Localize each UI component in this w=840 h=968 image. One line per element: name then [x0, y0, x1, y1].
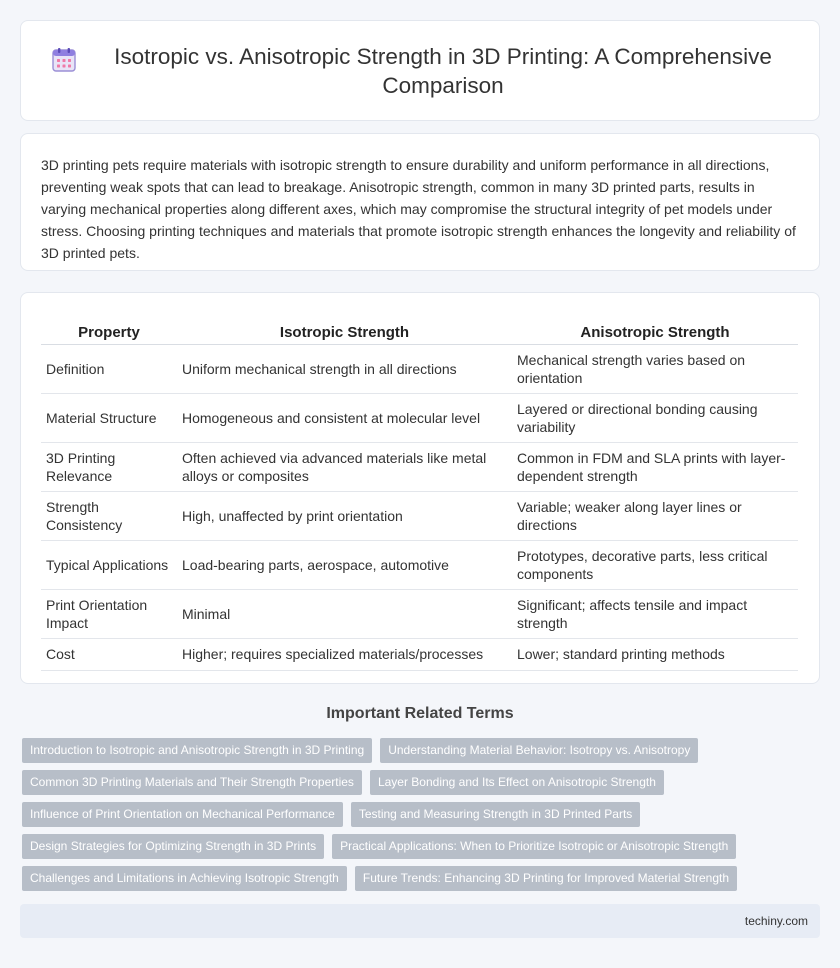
- table-cell-isotropic: Load-bearing parts, aerospace, automotive: [177, 540, 512, 589]
- intro-paragraph: 3D printing pets require materials with isotropic strength to ensure durability and uniform performance in all directions, preventing weak spots that can lead to breakage. Anisotropic strength, common in many 3D printed parts, results in varying mechanical properties along different axes, which may compromise the structural integrity of pet models under stress. Choosing printing techniques and materials that promote isotropic strength enhances the longevity and reliability of 3D printed pets.: [41, 157, 796, 261]
- table-cell-isotropic: Higher; requires specialized materials/processes: [177, 638, 512, 670]
- page-title: Isotropic vs. Anisotropic Strength in 3D Printing: A Comprehensive Comparison: [114, 43, 772, 98]
- table-cell-anisotropic: Mechanical strength varies based on orientation: [512, 344, 798, 393]
- comparison-table: [41, 313, 798, 671]
- table-cell-anisotropic: Variable; weaker along layer lines or directions: [512, 491, 798, 540]
- table-cell-anisotropic: Lower; standard printing methods: [512, 638, 798, 670]
- footer: [20, 904, 820, 938]
- table-cell-anisotropic: Prototypes, decorative parts, less critical components: [512, 540, 798, 589]
- related-term-link[interactable]: Design Strategies for Optimizing Strength in 3D Prints: [22, 834, 324, 859]
- table-cell-property: Typical Applications: [41, 540, 177, 589]
- table-cell-property: Cost: [41, 638, 177, 670]
- table-cell-anisotropic: Common in FDM and SLA prints with layer-dependent strength: [512, 442, 798, 491]
- table-cell-isotropic: High, unaffected by print orientation: [177, 491, 512, 540]
- related-term-link[interactable]: Testing and Measuring Strength in 3D Printed Parts: [351, 802, 640, 827]
- table-cell-isotropic: Minimal: [177, 589, 512, 638]
- header-isotropic: Isotropic Strength: [177, 313, 512, 344]
- related-term-link[interactable]: Influence of Print Orientation on Mechanical Performance: [22, 802, 343, 827]
- table-header-row: [41, 313, 798, 344]
- calendar-icon: [51, 47, 77, 73]
- comparison-table-card: [20, 292, 820, 684]
- table-cell-property: Material Structure: [41, 393, 177, 442]
- table-row: [41, 491, 798, 540]
- related-term-link[interactable]: Layer Bonding and Its Effect on Anisotropic Strength: [370, 770, 664, 795]
- table-cell-isotropic: Often achieved via advanced materials like metal alloys or composites: [177, 442, 512, 491]
- related-term-link[interactable]: Challenges and Limitations in Achieving Isotropic Strength: [22, 866, 347, 891]
- header-card: [20, 20, 820, 121]
- related-terms-title: Important Related Terms: [326, 705, 514, 722]
- header-property: Property: [41, 313, 177, 344]
- table-cell-anisotropic: Layered or directional bonding causing variability: [512, 393, 798, 442]
- table-cell-property: Definition: [41, 344, 177, 393]
- table-cell-anisotropic: Significant; affects tensile and impact strength: [512, 589, 798, 638]
- table-cell-property: 3D Printing Relevance: [41, 442, 177, 491]
- table-row: [41, 589, 798, 638]
- table-cell-isotropic: Uniform mechanical strength in all directions: [177, 344, 512, 393]
- table-cell-property: Strength Consistency: [41, 491, 177, 540]
- related-term-link[interactable]: Common 3D Printing Materials and Their Strength Properties: [22, 770, 362, 795]
- table-cell-property: Print Orientation Impact: [41, 589, 177, 638]
- header-anisotropic: Anisotropic Strength: [512, 313, 798, 344]
- header-inner: [21, 21, 819, 120]
- related-term-link[interactable]: Introduction to Isotropic and Anisotropic Strength in 3D Printing: [22, 738, 372, 763]
- table-cell-isotropic: Homogeneous and consistent at molecular level: [177, 393, 512, 442]
- related-term-link[interactable]: Future Trends: Enhancing 3D Printing for Improved Material Strength: [355, 866, 737, 891]
- related-terms-list: [22, 738, 812, 891]
- table-row: [41, 540, 798, 589]
- footer-site-link[interactable]: techiny.com: [744, 914, 808, 928]
- related-term-link[interactable]: Practical Applications: When to Prioritize Isotropic or Anisotropic Strength: [332, 834, 736, 859]
- related-term-link[interactable]: Understanding Material Behavior: Isotropy vs. Anisotropy: [380, 738, 698, 763]
- table-row: [41, 638, 798, 670]
- table-row: [41, 344, 798, 393]
- table-row: [41, 442, 798, 491]
- table-row: [41, 393, 798, 442]
- intro-card: [20, 133, 820, 271]
